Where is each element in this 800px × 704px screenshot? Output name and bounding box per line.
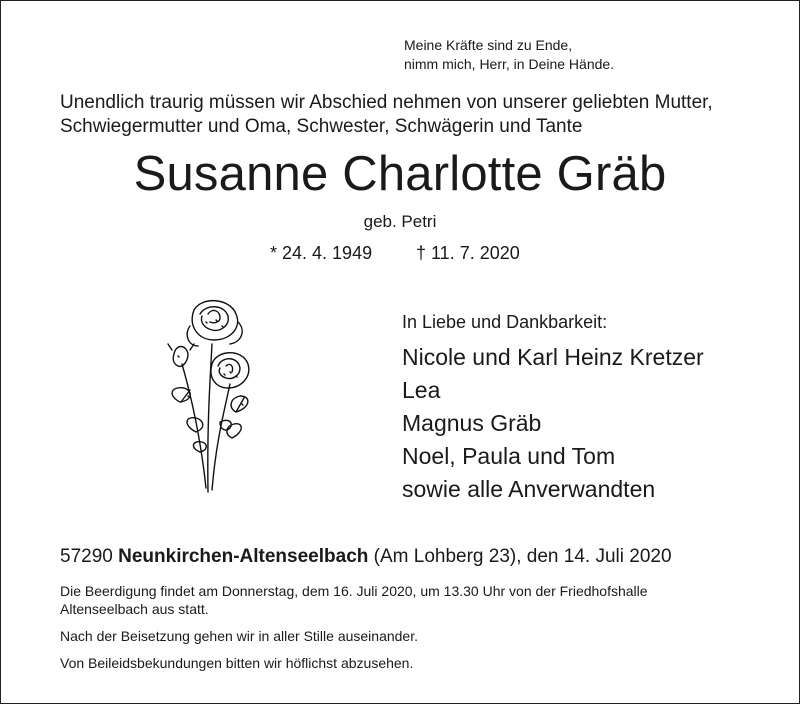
mourner-line: Magnus Gräb: [402, 410, 542, 436]
mourner-line: Nicole und Karl Heinz Kretzer: [402, 344, 704, 370]
mourners-list: [402, 341, 704, 506]
mourner-line: Lea: [402, 377, 441, 403]
death-date: † 11. 7. 2020: [416, 243, 520, 263]
motto-verse: [404, 36, 614, 74]
rose-bouquet-icon: [150, 292, 270, 504]
motto-line-1: Meine Kräfte sind zu Ende,: [404, 37, 573, 53]
deceased-name: Susanne Charlotte Gräb: [133, 147, 667, 201]
mourner-line: Noel, Paula und Tom: [402, 443, 616, 469]
condolence-note: Von Beileidsbekundungen bitten wir höflichst abzusehen.: [60, 655, 414, 671]
thanks-label: In Liebe und Dankbarkeit:: [402, 312, 608, 332]
birth-date: * 24. 4. 1949: [270, 243, 373, 263]
birth-name: geb. Petri: [363, 212, 437, 231]
mourner-line: sowie alle Anverwandten: [402, 476, 656, 502]
intro-line-2: Schwiegermutter und Oma, Schwester, Schwägerin und Tante: [60, 116, 583, 137]
address-town: Neunkirchen-Altenseelbach: [118, 546, 369, 567]
address-street-date: (Am Lohberg 23), den 14. Juli 2020: [373, 546, 672, 567]
funeral-info-line-2: Altenseelbach aus statt.: [60, 601, 209, 617]
funeral-info-line-1: Die Beerdigung findet am Donnerstag, dem 16. Juli 2020, um 13.30 Uhr von der Friedhofshalle: [60, 583, 648, 599]
address-line: [60, 544, 672, 570]
address-zip: 57290: [60, 546, 113, 567]
motto-line-2: nimm mich, Herr, in Deine Hände.: [404, 56, 615, 72]
intro-text: [60, 91, 713, 139]
intro-line-1: Unendlich traurig müssen wir Abschied nehmen von unserer geliebten Mutter,: [60, 92, 713, 113]
burial-note: Nach der Beisetzung gehen wir in aller Stille auseinander.: [60, 628, 418, 644]
